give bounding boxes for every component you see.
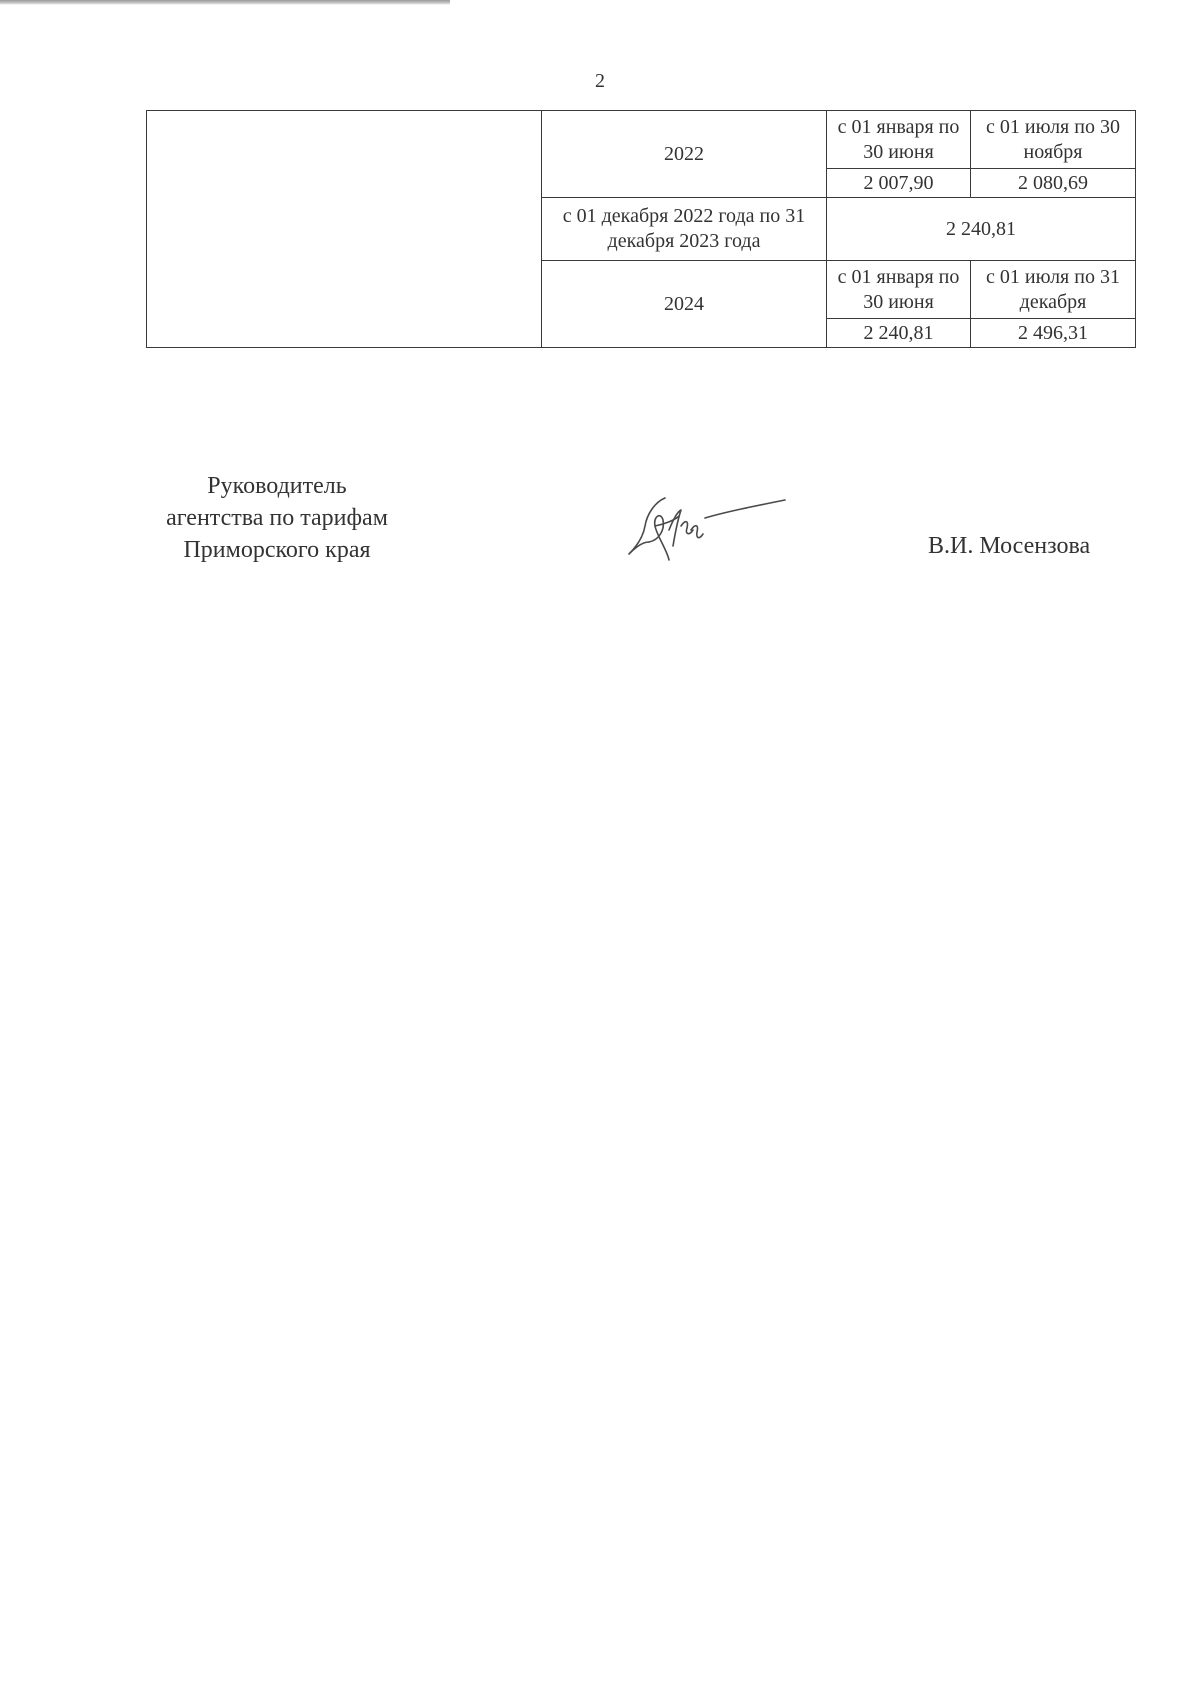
position-line: Руководитель: [207, 473, 347, 499]
subperiod-cell: с 01 января по 30 июня: [827, 261, 971, 319]
signatory-position: [132, 470, 422, 566]
tariff-table: [146, 110, 1136, 348]
value-cell: 2 240,81: [827, 198, 1136, 261]
subperiod-cell: с 01 января по 30 июня: [827, 111, 971, 169]
value-cell: 2 240,81: [827, 319, 971, 348]
value-cell: 2 007,90: [827, 169, 971, 198]
table-row: [147, 111, 1136, 169]
period-cell: 2022: [542, 111, 827, 198]
signatory-name: В.И. Мосензова: [928, 533, 1091, 559]
position-line: агентства по тарифам: [166, 505, 388, 531]
handwritten-signature: [625, 490, 795, 570]
scan-edge: [0, 0, 450, 5]
subperiod-cell: с 01 июля по 31 декабря: [971, 261, 1136, 319]
empty-first-column-cell: [147, 111, 542, 348]
page-number: 2: [595, 70, 605, 92]
value-cell: 2 080,69: [971, 169, 1136, 198]
period-cell: с 01 декабря 2022 года по 31 декабря 2023 года: [542, 198, 827, 261]
value-cell: 2 496,31: [971, 319, 1136, 348]
subperiod-cell: с 01 июля по 30 ноября: [971, 111, 1136, 169]
period-cell: 2024: [542, 261, 827, 348]
position-line: Приморского края: [183, 537, 371, 563]
